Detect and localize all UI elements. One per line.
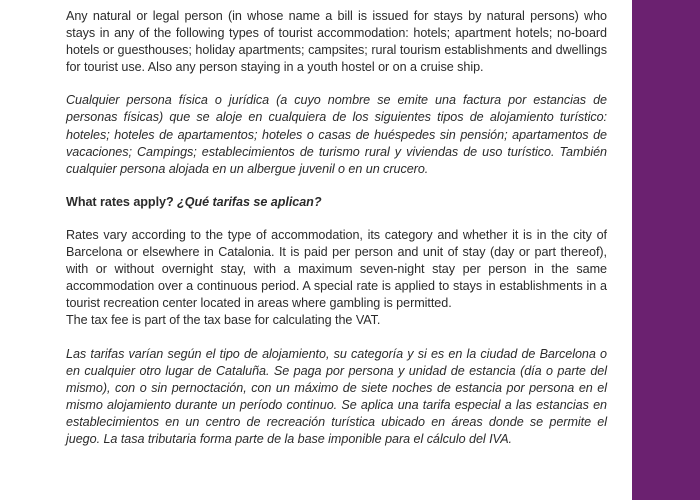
purple-sidebar-band [632, 0, 700, 500]
rates-paragraph-en: Rates vary according to the type of accommodation, its category and whether it is in the city of Barcelona or elsewhere in Catalonia. It is paid per person and unit of stay (day or part thereof), with or without overnight stay, with a maximum seven-night stay per person in the same accommodation over a continuous period. A special rate is applied to stays in establishments in a tourist recreation center located in areas where gambling is permitted. [66, 227, 607, 311]
rates-paragraph-es: Las tarifas varían según el tipo de alojamiento, su categoría y si es en la ciudad de Barcelona o en cualquier otro lugar de Cataluña. Se paga por persona y unidad de estancia (día o parte del mismo), con o sin pernoctación, con un máximo de siete noches de estancia por persona en el mismo alojamiento durante un período continuo. Se aplica una tarifa especial a las estancias en establecimientos en un centro de recreación turística ubicado en áreas donde se permite el juego. La tasa tributaria forma parte de la base imponible para el cálculo del IVA. [66, 346, 607, 446]
who-paragraph-en: Any natural or legal person (in whose name a bill is issued for stays by natural persons) who stays in any of the following types of tourist accommodation: hotels; apartment hotels; no-board hotels or guesthouses; holiday apartments; campsites; rural tourism establishments and dwellings for tourist use. Also any person staying in a youth hostel or on a cruise ship. [66, 9, 607, 75]
rates-heading [66, 194, 607, 211]
document-content [66, 8, 607, 448]
who-paragraph-es: Cualquier persona física o jurídica (a cuyo nombre se emite una factura por estancias de personas físicas) que se aloje en cualquiera de los siguientes tipos de alojamiento turístico: hoteles; hoteles de apartamentos; hoteles o casas de huéspedes sin pensión; apartamentos de vacaciones; Campings; establecimientos de turismo rural y viviendas de uso turístico. También cualquier persona alojada en un albergue juvenil o en un crucero. [66, 93, 607, 176]
rates-heading-en: What rates apply? [66, 194, 174, 209]
rates-heading-es: ¿Qué tarifas se aplican? [177, 194, 322, 209]
vat-line-en: The tax fee is part of the tax base for calculating the VAT. [66, 313, 381, 328]
